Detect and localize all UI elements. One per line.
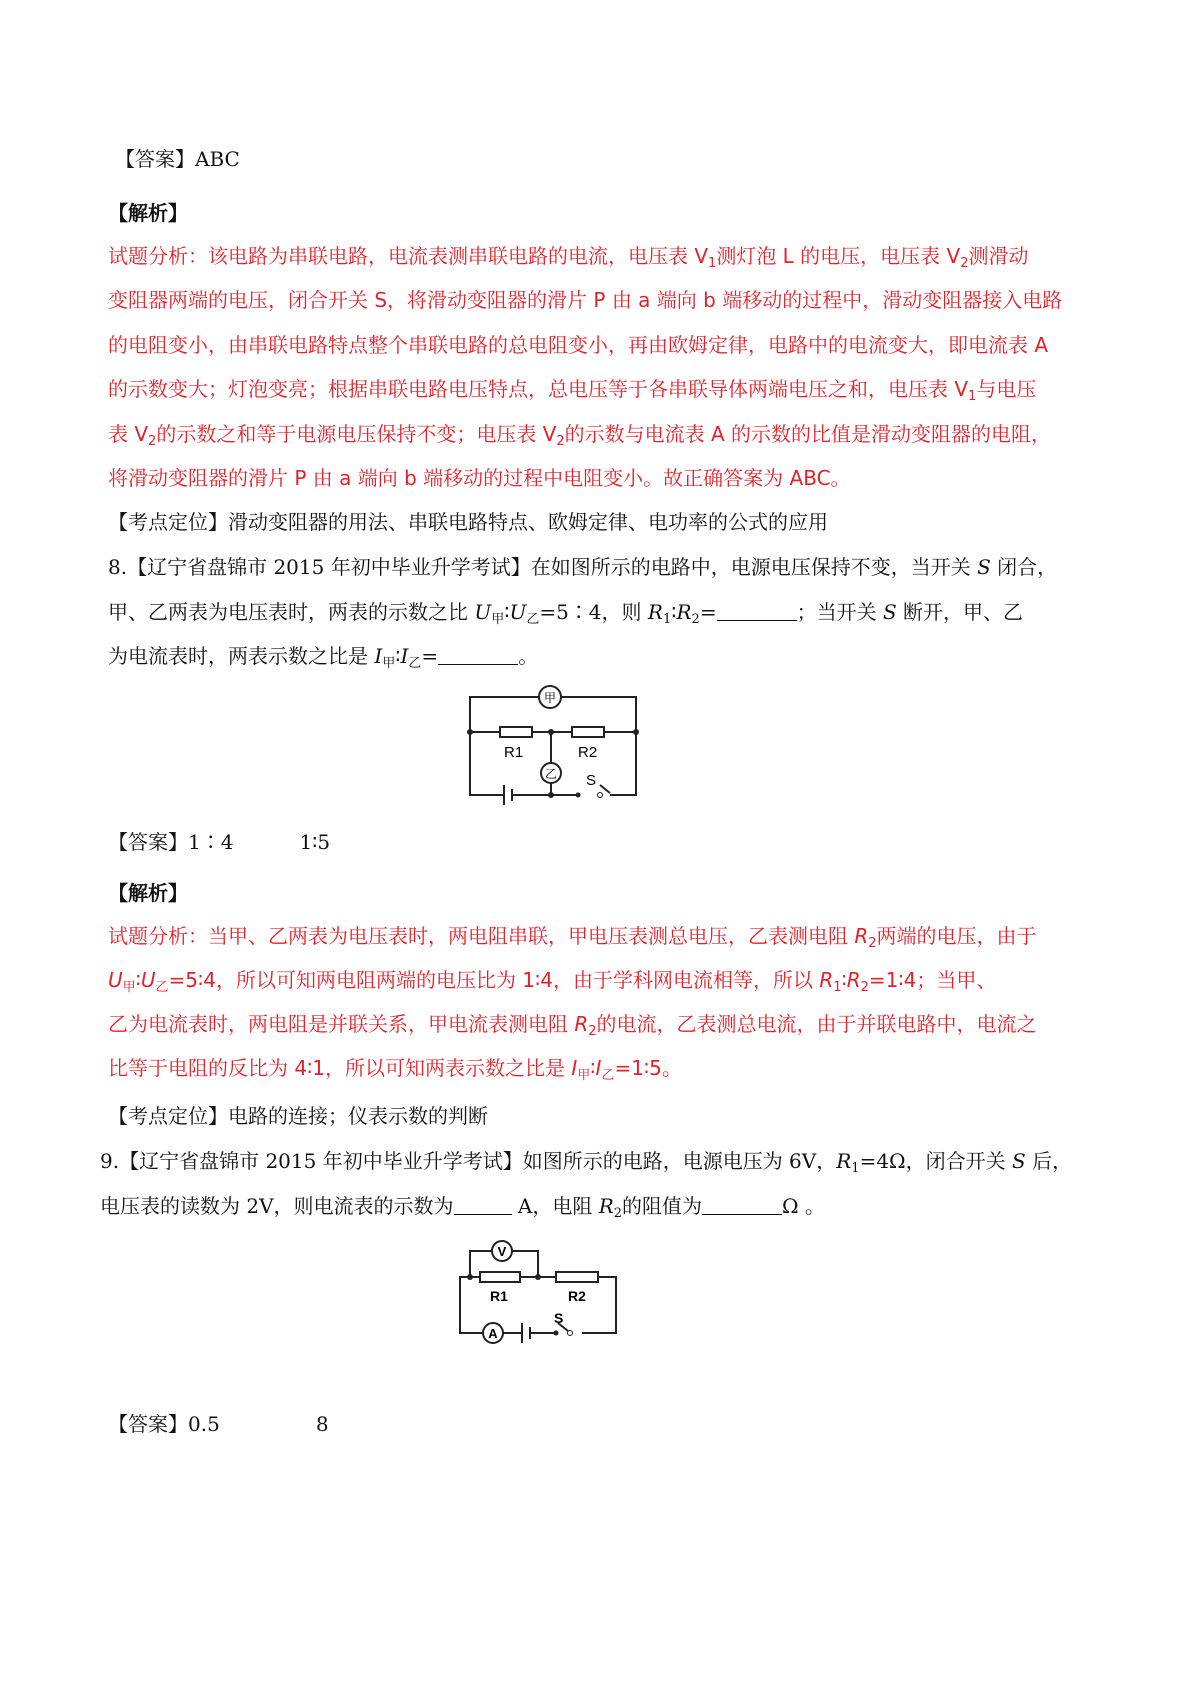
r2-label: R2 bbox=[578, 744, 598, 761]
r2-label: R2 bbox=[568, 1288, 586, 1304]
ammeter-label: A bbox=[488, 1326, 498, 1341]
explanation-line: 试题分析：该电路为串联电路，电流表测串联电路的电流，电压表 $V_1$测灯泡 L 的电压，电压表 $V_2$测滑动 bbox=[108, 244, 1029, 271]
question-9-line: 9.【辽宁省盘锦市 2015 年初中毕业升学考试】如图所示的电路，电源电压为 6V，$R_1=4\Omega$，闭合开关 S 后， bbox=[100, 1149, 1073, 1176]
meter-mid-label: 乙 bbox=[544, 767, 558, 781]
key-point-8: 【考点定位】电路的连接；仪表示数的判断 bbox=[108, 1104, 488, 1128]
r1-label: R1 bbox=[504, 744, 524, 761]
resistor-r2 bbox=[572, 727, 604, 737]
question-8-line: 甲、乙两表为电压表时，两表的示数之比 $U_甲∶U_乙=5∶4$，则 $R_1∶R_2=$ ；当开关 S 断开，甲、乙 bbox=[108, 600, 1023, 627]
explanation-line: 乙为电流表时，两电阻是并联关系，甲电流表测电阻 $R_2$的电流，乙表测总电流，由于并联电路中，电流之 bbox=[108, 1012, 1037, 1039]
answer-value: ABC bbox=[195, 147, 240, 171]
explanation-line: 比等于电阻的反比为 4∶1，所以可知两表示数之比是 $I_甲∶I_乙=1∶5$。 bbox=[108, 1056, 682, 1083]
resistor-r2 bbox=[556, 1272, 598, 1282]
resistor-r1 bbox=[480, 1272, 520, 1282]
question-9-line: 电压表的读数为 2V，则电流表的示数为 A，电阻 $R_2$的阻值为 Ω 。 bbox=[100, 1194, 825, 1221]
voltmeter-label: V bbox=[497, 1244, 507, 1259]
resistor-r1 bbox=[500, 727, 532, 737]
explanation-line: 的电阻变小，由串联电路特点整个串联电路的总电阻变小，再由欧姆定律，电路中的电流变大，即电流表 A bbox=[108, 333, 1049, 357]
explanation-heading: 【解析】 bbox=[108, 201, 188, 225]
explanation-line: 试题分析：当甲、乙两表为电压表时，两电阻串联，甲电压表测总电压，乙表测电阻 $R_2$两端的电压，由于 bbox=[108, 924, 1037, 951]
answer-9: 【答案】0.5 8 bbox=[108, 1412, 329, 1436]
switch-label: S bbox=[554, 1310, 564, 1326]
explanation-line: $U_甲∶U_乙=5∶4$，所以可知两电阻两端的电压比为 1∶4，由于学科网电流相等，所以 $R_1∶R_2=1∶4$；当甲、 bbox=[108, 968, 997, 995]
answer-8: 【答案】1∶4 1∶5 bbox=[108, 830, 331, 854]
circuit-diagram-8 bbox=[460, 675, 650, 810]
question-8-line: 8.【辽宁省盘锦市 2015 年初中毕业升学考试】在如图所示的电路中，电源电压保持不变，当开关 S 闭合， bbox=[108, 555, 1058, 579]
explanation-line: 的示数变大；灯泡变亮；根据串联电路电压特点，总电压等于各串联导体两端电压之和，电压表 $V_1$与电压 bbox=[108, 377, 1037, 404]
answer-blank[interactable] bbox=[454, 1196, 512, 1215]
answer-blank[interactable] bbox=[702, 1196, 782, 1215]
explanation-line: 将滑动变阻器的滑片 P 由 a 端向 b 端移动的过程中电阻变小。故正确答案为 ABC。 bbox=[108, 466, 851, 490]
answer-tag: 【答案】 bbox=[115, 147, 195, 171]
answer-7 bbox=[115, 143, 240, 172]
explanation-line: 变阻器两端的电压，闭合开关 S，将滑动变阻器的滑片 P 由 a 端向 b 端移动的过程中，滑动变阻器接入电路 bbox=[108, 288, 1063, 312]
explanation-heading: 【解析】 bbox=[108, 881, 188, 905]
answer-blank[interactable] bbox=[717, 602, 797, 621]
meter-top-label: 甲 bbox=[543, 691, 557, 705]
answer-blank[interactable] bbox=[438, 646, 518, 665]
circuit-diagram-9 bbox=[450, 1235, 630, 1355]
key-point-7: 【考点定位】滑动变阻器的用法、串联电路特点、欧姆定律、电功率的公式的应用 bbox=[108, 510, 828, 534]
explanation-line: 表 $V_2$的示数之和等于电源电压保持不变；电压表 $V_2$的示数与电流表 A 的示数的比值是滑动变阻器的电阻， bbox=[108, 422, 1052, 449]
switch-label: S bbox=[586, 772, 597, 789]
r1-label: R1 bbox=[490, 1288, 508, 1304]
question-8-line: 为电流表时，两表示数之比是 $I_甲∶I_乙=$ 。 bbox=[108, 644, 539, 671]
